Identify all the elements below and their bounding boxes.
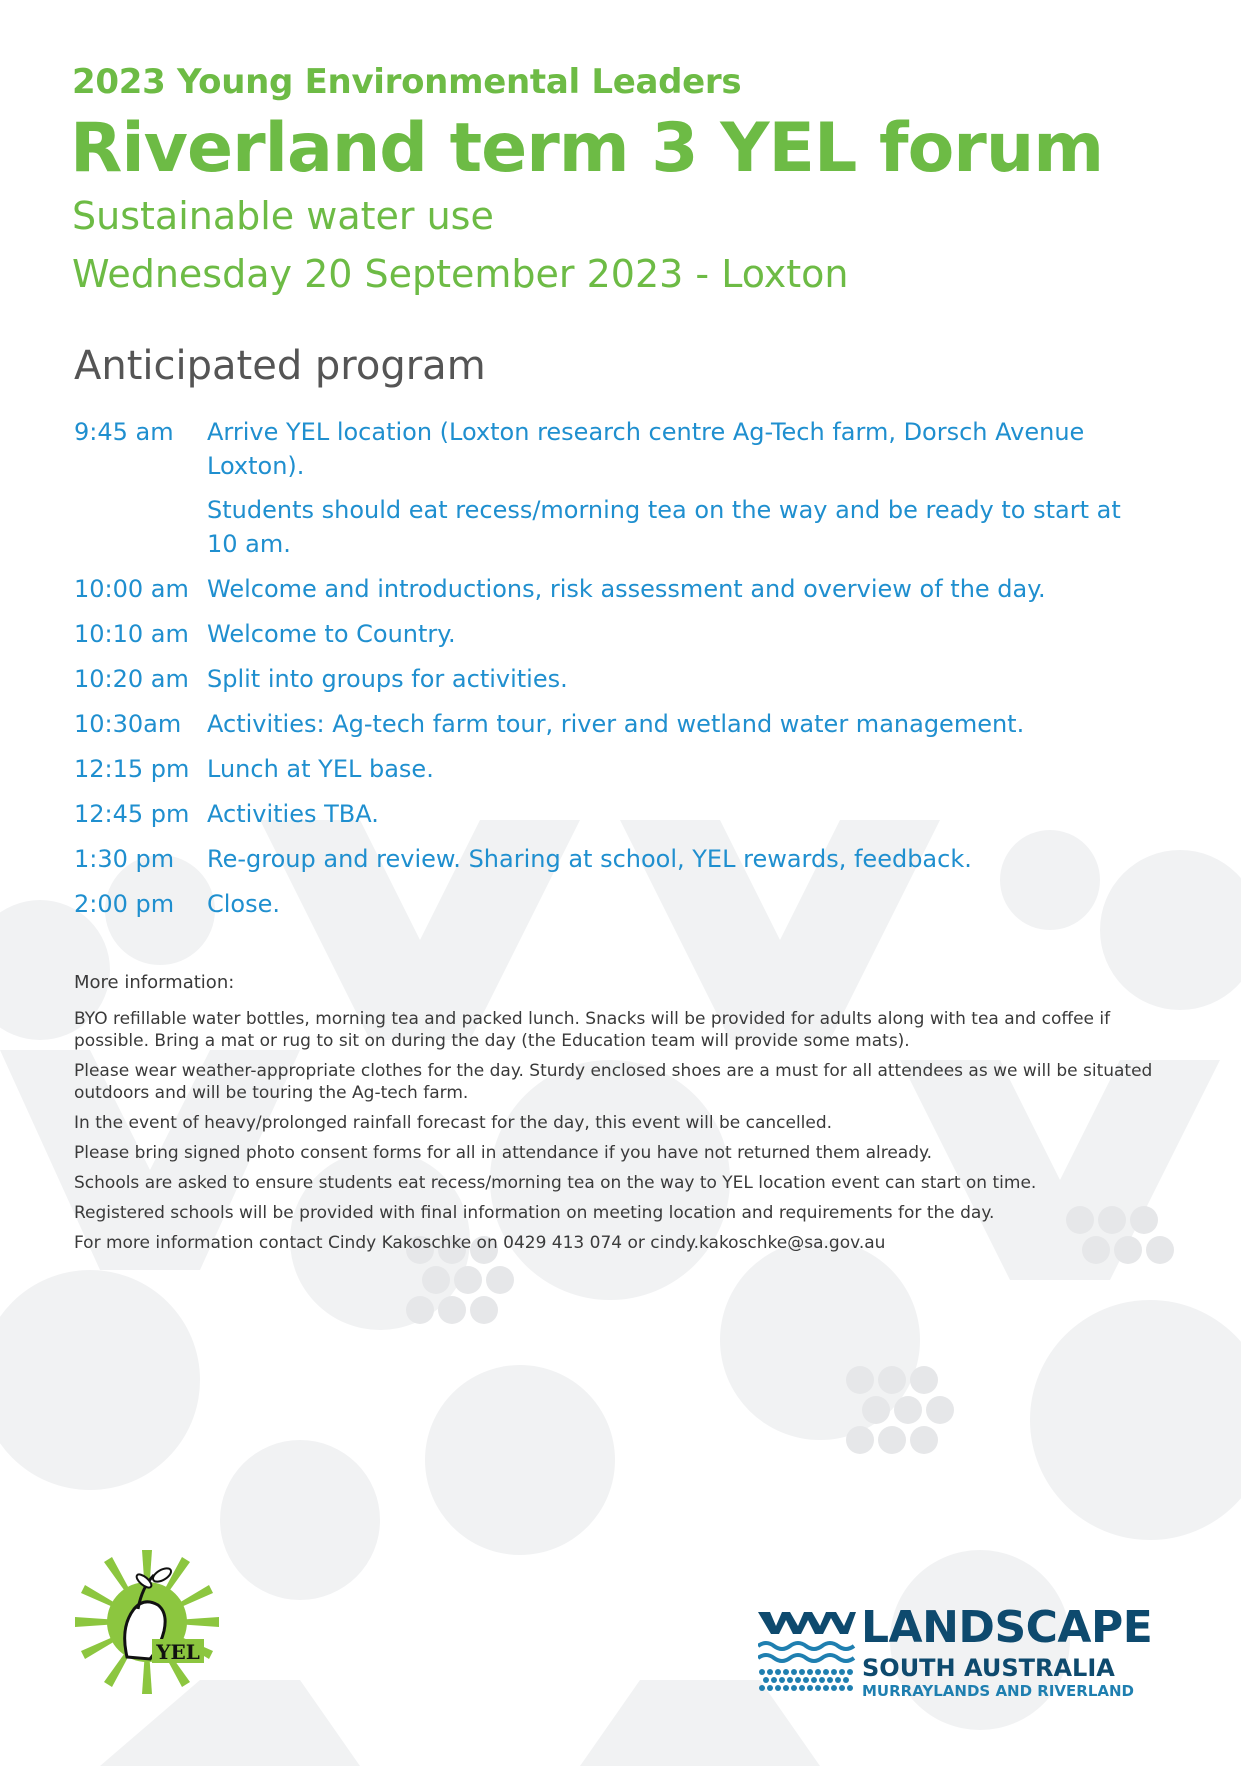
- schedule-time: 12:15 pm: [74, 755, 190, 783]
- page-subtitle: Sustainable water use: [72, 194, 494, 238]
- schedule-row: [74, 797, 1174, 831]
- landscape-wave-icon: [758, 1612, 856, 1698]
- schedule-row: [74, 617, 1174, 651]
- schedule-desc: [207, 415, 1174, 561]
- more-information: [74, 972, 1184, 1262]
- schedule-desc: Activities: Ag-tech farm tour, river and wetland water management.: [207, 710, 1025, 738]
- schedule-time: 9:45 am: [74, 418, 174, 446]
- yel-logo: [72, 1547, 222, 1697]
- schedule-time: 10:30am: [74, 710, 182, 738]
- schedule-time: 2:00 pm: [74, 890, 175, 918]
- event-date: Wednesday 20 September 2023 - Loxton: [72, 252, 849, 296]
- schedule-desc: Close.: [207, 890, 281, 918]
- landscape-logo-line2: SOUTH AUSTRALIA: [862, 1654, 1115, 1682]
- schedule-note: Students should eat recess/morning tea on the way and be ready to start at 10 am.: [207, 496, 1121, 558]
- schedule-row: [74, 662, 1174, 696]
- program-kicker: 2023 Young Environmental Leaders: [72, 62, 742, 102]
- landscape-logo-line3: MURRAYLANDS AND RIVERLAND: [862, 1682, 1134, 1700]
- schedule-time: 10:20 am: [74, 665, 189, 693]
- schedule-row: [74, 842, 1174, 876]
- schedule-desc-text: Arrive YEL location (Loxton research centre Ag-Tech farm, Dorsch Avenue Loxton).: [207, 418, 1085, 480]
- schedule-desc: Lunch at YEL base.: [207, 755, 434, 783]
- landscape-sa-logo: [758, 1602, 1178, 1702]
- info-paragraph: In the event of heavy/prolonged rainfall forecast for the day, this event will be cancelled.: [74, 1113, 833, 1133]
- info-paragraph: Registered schools will be provided with final information on meeting location and requirements for the day.: [74, 1203, 995, 1223]
- schedule-row: [74, 752, 1174, 786]
- info-heading: More information:: [74, 972, 235, 993]
- schedule-time: 10:10 am: [74, 620, 189, 648]
- schedule-time: 10:00 am: [74, 575, 189, 603]
- page-title: Riverland term 3 YEL forum: [70, 109, 1104, 188]
- yel-logo-text: YEL: [156, 1640, 200, 1664]
- info-paragraph: Please wear weather-appropriate clothes for the day. Sturdy enclosed shoes are a must for all attendees as we will be situated outdoors and will be touring the Ag-tech farm.: [74, 1061, 1153, 1103]
- schedule-desc: Activities TBA.: [207, 800, 379, 828]
- schedule-time: 1:30 pm: [74, 845, 175, 873]
- info-paragraph: Please bring signed photo consent forms for all in attendance if you have not returned them already.: [74, 1143, 933, 1163]
- schedule-row: [74, 572, 1174, 606]
- landscape-logo-line1: LANDSCAPE: [861, 1602, 1153, 1653]
- info-paragraph: BYO refillable water bottles, morning tea and packed lunch. Snacks will be provided for adults along with tea and coffee if possible. Bring a mat or rug to sit on during the day (the Education team will provide some mats).: [74, 1009, 1111, 1051]
- info-paragraph: Schools are asked to ensure students eat recess/morning tea on the way to YEL location event can start on time.: [74, 1173, 1037, 1193]
- schedule-desc: Welcome and introductions, risk assessment and overview of the day.: [207, 575, 1046, 603]
- schedule-desc: Split into groups for activities.: [207, 665, 568, 693]
- schedule-time: 12:45 pm: [74, 800, 190, 828]
- schedule-row: [74, 887, 1174, 921]
- schedule-row: [74, 707, 1174, 741]
- schedule-row: [74, 415, 1174, 561]
- program-heading: Anticipated program: [74, 343, 486, 389]
- contact-paragraph: For more information contact Cindy Kakoschke on 0429 413 074 or cindy.kakoschke@sa.gov.au: [74, 1233, 886, 1253]
- schedule: [74, 415, 1174, 932]
- schedule-desc: Welcome to Country.: [207, 620, 456, 648]
- schedule-desc: Re-group and review. Sharing at school, YEL rewards, feedback.: [207, 845, 972, 873]
